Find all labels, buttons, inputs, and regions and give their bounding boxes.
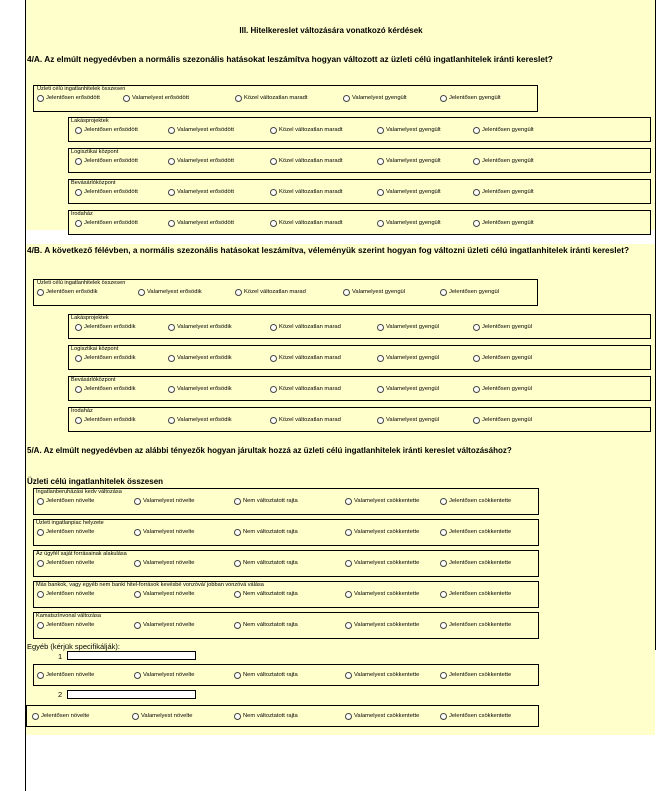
radio-circle-icon[interactable] [270, 127, 277, 134]
q4a-option-radio[interactable] [37, 94, 100, 103]
option-label: Jelentősen gyengül [449, 289, 499, 295]
q4b-option-radio[interactable] [75, 354, 136, 363]
radio-circle-icon[interactable] [377, 417, 384, 424]
radio-circle-icon[interactable] [37, 289, 44, 296]
radio-circle-icon[interactable] [234, 529, 241, 536]
radio-circle-icon[interactable] [168, 324, 175, 331]
option-label: Nem változtatott rajta [243, 591, 298, 597]
radio-circle-icon[interactable] [345, 591, 352, 598]
radio-circle-icon[interactable] [75, 355, 82, 362]
radio-circle-icon[interactable] [168, 355, 175, 362]
q4b-option-radio[interactable] [377, 323, 439, 332]
option-label: Valamelyest erősödik [177, 417, 232, 423]
option-label: Valamelyest növelte [143, 591, 195, 597]
q4b-option-radio[interactable] [235, 288, 306, 297]
option-label: Valamelyest növelte [141, 713, 193, 719]
option-label: Közel változatlan maradt [244, 95, 308, 101]
radio-circle-icon[interactable] [37, 672, 44, 679]
radio-circle-icon[interactable] [75, 386, 82, 393]
option-label: Jelentősen csökkentette [449, 713, 512, 719]
q4a-option-radio[interactable] [270, 219, 342, 228]
q4a-option-radio[interactable] [75, 126, 138, 135]
radio-circle-icon[interactable] [75, 417, 82, 424]
option-label: Valamelyest erősödik [177, 355, 232, 361]
option-label: Jelentősen erősödött [84, 127, 138, 133]
radio-circle-icon[interactable] [345, 560, 352, 567]
radio-circle-icon[interactable] [168, 417, 175, 424]
option-label: Jelentősen növelte [46, 591, 95, 597]
radio-circle-icon[interactable] [37, 95, 44, 102]
option-label: Jelentősen erősödött [84, 189, 138, 195]
q5a-option-radio[interactable] [345, 528, 419, 537]
other-2-input[interactable] [67, 690, 196, 699]
option-label: Valamelyest csökkentette [354, 622, 420, 628]
option-label: Valamelyest gyengült [386, 189, 441, 195]
q4b-option-radio[interactable] [270, 323, 341, 332]
option-label: Valamelyest erősödött [177, 189, 234, 195]
q5a-option-radio[interactable] [234, 671, 298, 680]
option-label: Valamelyest erősödött [177, 127, 234, 133]
q5a-option-radio[interactable] [134, 621, 194, 630]
q4a-group-label: Lakásprojektek [71, 118, 109, 124]
q5a-option-radio[interactable] [32, 712, 89, 721]
other-label: Egyéb (kérjük specifikálják): [27, 642, 120, 651]
q5a-group-label: Más bankok, vagy egyéb nem banki hitel-források kevésbé vonzóvá/ jobban vonzóvá válása [36, 582, 264, 588]
radio-circle-icon[interactable] [440, 95, 447, 102]
other-2-number: 2 [58, 690, 63, 699]
radio-circle-icon[interactable] [377, 386, 384, 393]
radio-circle-icon[interactable] [270, 220, 277, 227]
option-label: Valamelyest gyengül [352, 289, 406, 295]
q4a-heading: 4/A. Az elmúlt negyedévben a normális szezonális hatásokat leszámítva hogyan változott az üzleti célú ingatlanhitelek iránti kereslet? [27, 54, 553, 64]
q4b-option-radio[interactable] [473, 354, 532, 363]
radio-circle-icon[interactable] [345, 529, 352, 536]
q5a-option-radio[interactable] [134, 590, 194, 599]
option-label: Valamelyest gyengül [386, 386, 440, 392]
radio-circle-icon[interactable] [440, 713, 447, 720]
option-label: Valamelyest erősödött [132, 95, 189, 101]
radio-circle-icon[interactable] [134, 560, 141, 567]
q4b-option-radio[interactable] [440, 288, 499, 297]
option-label: Valamelyest gyengült [386, 127, 441, 133]
q5a-option-radio[interactable] [134, 497, 194, 506]
q4a-option-radio[interactable] [75, 188, 138, 197]
q4b-option-radio[interactable] [270, 354, 341, 363]
q4b-option-radio[interactable] [377, 416, 439, 425]
q4b-group-label: Üzleti célú ingatlanhitelek összesen [37, 280, 126, 286]
option-label: Jelentősen gyengül [482, 417, 532, 423]
option-label: Valamelyest gyengül [386, 417, 440, 423]
option-label: Jelentősen erősödött [84, 158, 138, 164]
option-label: Valamelyest növelte [143, 622, 195, 628]
q4a-group-label: Üzleti célú ingatlanhitelek összesen [37, 86, 126, 92]
option-label: Jelentősen erősödik [46, 289, 98, 295]
radio-circle-icon[interactable] [345, 622, 352, 629]
q4b-group-label: Irodaház [71, 408, 93, 414]
option-label: Jelentősen gyengült [482, 220, 534, 226]
q4a-option-radio[interactable] [377, 219, 441, 228]
option-label: Közel változatlan marad [279, 417, 341, 423]
option-label: Valamelyest erősödik [177, 324, 232, 330]
q4a-option-radio[interactable] [377, 157, 441, 166]
q4b-heading: 4/B. A következő félévben, a normális szezonális hatásokat leszámítva, véleményük szerint hogyan fog változni üzleti célú ingatlanhitelek iránti kereslet? [27, 245, 630, 255]
option-label: Nem változtatott rajta [243, 498, 298, 504]
q4b-option-radio[interactable] [37, 288, 98, 297]
radio-circle-icon[interactable] [345, 672, 352, 679]
radio-circle-icon[interactable] [440, 672, 447, 679]
radio-circle-icon[interactable] [473, 189, 480, 196]
radio-circle-icon[interactable] [37, 529, 44, 536]
q4a-option-radio[interactable] [343, 94, 407, 103]
q4b-group-label: Lakásprojektek [71, 315, 109, 321]
q4b-group-label: Bevásárlóközpont [71, 377, 116, 383]
radio-circle-icon[interactable] [377, 189, 384, 196]
q4b-group-box [68, 345, 651, 370]
q4b-option-radio[interactable] [473, 323, 532, 332]
radio-circle-icon[interactable] [234, 713, 241, 720]
option-label: Jelentősen csökkentette [449, 529, 512, 535]
radio-circle-icon[interactable] [343, 289, 350, 296]
q5a-option-radio[interactable] [234, 590, 298, 599]
q4b-option-radio[interactable] [377, 385, 439, 394]
radio-circle-icon[interactable] [377, 324, 384, 331]
q5a-option-radio[interactable] [37, 590, 94, 599]
q4b-option-radio[interactable] [270, 416, 341, 425]
q5a-option-radio[interactable] [440, 497, 511, 506]
q5a-group-label: Üzleti ingatlanpiac helyzete [36, 520, 104, 526]
q5a-option-radio[interactable] [37, 528, 94, 537]
q5a-group-label: Az ügyfél saját forrásainak alakulása [36, 551, 127, 557]
option-label: Jelentősen erősödik [84, 355, 136, 361]
radio-circle-icon[interactable] [473, 158, 480, 165]
radio-circle-icon[interactable] [37, 560, 44, 567]
option-label: Jelentősen gyengül [482, 324, 532, 330]
q4a-group-box [68, 210, 651, 235]
option-label: Nem változtatott rajta [243, 713, 298, 719]
option-label: Közel változatlan maradt [279, 220, 343, 226]
other-1-input[interactable] [67, 651, 196, 660]
q5a-option-radio[interactable] [440, 590, 511, 599]
radio-circle-icon[interactable] [270, 324, 277, 331]
radio-circle-icon[interactable] [234, 672, 241, 679]
radio-circle-icon[interactable] [234, 622, 241, 629]
q4b-option-radio[interactable] [75, 385, 136, 394]
option-label: Közel változatlan maradt [279, 158, 343, 164]
option-label: Közel változatlan marad [279, 386, 341, 392]
option-label: Jelentősen növelte [46, 622, 95, 628]
q4b-option-radio[interactable] [168, 354, 232, 363]
option-label: Valamelyest gyengült [352, 95, 407, 101]
radio-circle-icon[interactable] [123, 95, 130, 102]
q5a-option-radio[interactable] [134, 671, 194, 680]
radio-circle-icon[interactable] [377, 127, 384, 134]
q5a-option-radio[interactable] [345, 621, 419, 630]
radio-circle-icon[interactable] [377, 220, 384, 227]
q5a-option-radio[interactable] [440, 559, 511, 568]
radio-circle-icon[interactable] [37, 622, 44, 629]
radio-circle-icon[interactable] [440, 529, 447, 536]
q4b-option-radio[interactable] [75, 323, 136, 332]
option-label: Valamelyest gyengült [386, 158, 441, 164]
radio-circle-icon[interactable] [343, 95, 350, 102]
q4b-group-box [68, 314, 651, 339]
option-label: Jelentősen csökkentette [449, 560, 512, 566]
option-label: Valamelyest csökkentette [354, 498, 420, 504]
radio-circle-icon[interactable] [168, 386, 175, 393]
option-label: Valamelyest csökkentette [354, 529, 420, 535]
radio-circle-icon[interactable] [168, 158, 175, 165]
q5a-option-radio[interactable] [440, 671, 511, 680]
q4b-group-label: Logisztikai központ [71, 346, 119, 352]
radio-circle-icon[interactable] [345, 498, 352, 505]
option-label: Valamelyest csökkentette [354, 713, 420, 719]
q4b-option-radio[interactable] [473, 416, 532, 425]
radio-circle-icon[interactable] [37, 498, 44, 505]
q4a-option-radio[interactable] [377, 188, 441, 197]
option-label: Közel változatlan marad [244, 289, 306, 295]
q4a-option-radio[interactable] [270, 188, 342, 197]
q4a-option-radio[interactable] [235, 94, 307, 103]
q4b-option-radio[interactable] [270, 385, 341, 394]
option-label: Nem változtatott rajta [243, 529, 298, 535]
option-label: Jelentősen erősödik [84, 324, 136, 330]
option-label: Valamelyest csökkentette [354, 672, 420, 678]
q5a-option-radio[interactable] [134, 528, 194, 537]
option-label: Valamelyest növelte [143, 498, 195, 504]
radio-circle-icon[interactable] [440, 560, 447, 567]
q4a-option-radio[interactable] [440, 94, 501, 103]
q4a-group-label: Irodaház [71, 211, 93, 217]
q4a-option-radio[interactable] [123, 94, 189, 103]
radio-circle-icon[interactable] [270, 158, 277, 165]
option-label: Jelentősen erősödött [84, 220, 138, 226]
radio-circle-icon[interactable] [440, 622, 447, 629]
radio-circle-icon[interactable] [134, 591, 141, 598]
option-label: Közel változatlan marad [279, 355, 341, 361]
q5a-group-label: Kamatszínvonal változása [36, 613, 101, 619]
q4a-option-radio[interactable] [377, 126, 441, 135]
option-label: Valamelyest gyengül [386, 324, 440, 330]
radio-circle-icon[interactable] [440, 289, 447, 296]
radio-circle-icon[interactable] [75, 158, 82, 165]
q5a-group-label: Ingatlanberuházási kedv változása [36, 489, 122, 495]
radio-circle-icon[interactable] [134, 529, 141, 536]
radio-circle-icon[interactable] [270, 386, 277, 393]
q4a-group-box [68, 117, 651, 142]
radio-circle-icon[interactable] [235, 95, 242, 102]
q4a-option-radio[interactable] [473, 126, 534, 135]
q4b-option-radio[interactable] [343, 288, 405, 297]
option-label: Jelentősen gyengül [482, 386, 532, 392]
q5a-option-radio[interactable] [134, 559, 194, 568]
radio-circle-icon[interactable] [440, 498, 447, 505]
radio-circle-icon[interactable] [168, 220, 175, 227]
option-label: Jelentősen növelte [46, 498, 95, 504]
radio-circle-icon[interactable] [234, 591, 241, 598]
option-label: Nem változtatott rajta [243, 622, 298, 628]
radio-circle-icon[interactable] [234, 498, 241, 505]
option-label: Valamelyest növelte [143, 560, 195, 566]
q4a-option-radio[interactable] [168, 188, 234, 197]
radio-circle-icon[interactable] [168, 189, 175, 196]
option-label: Valamelyest erősödött [177, 220, 234, 226]
q4b-option-radio[interactable] [473, 385, 532, 394]
radio-circle-icon[interactable] [473, 417, 480, 424]
q4a-group-label: Bevásárlóközpont [71, 180, 116, 186]
option-label: Jelentősen csökkentette [449, 622, 512, 628]
q4b-option-radio[interactable] [377, 354, 439, 363]
q5a-option-radio[interactable] [132, 712, 192, 721]
q5a-option-radio[interactable] [234, 712, 298, 721]
q4a-group-label: Logisztikai központ [71, 149, 119, 155]
other-1-number: 1 [58, 652, 63, 661]
option-label: Valamelyest csökkentette [354, 560, 420, 566]
q5a-heading: 5/A. Az elmúlt negyedévben az alábbi tényezők hogyan járultak hozzá az üzleti célú ingatlanhitelek iránti kereslet változásához? [27, 446, 512, 455]
option-label: Jelentősen gyengült [482, 127, 534, 133]
option-label: Valamelyest erősödött [177, 158, 234, 164]
option-label: Jelentősen gyengült [449, 95, 501, 101]
radio-circle-icon[interactable] [235, 289, 242, 296]
q4a-option-radio[interactable] [168, 219, 234, 228]
radio-circle-icon[interactable] [132, 713, 139, 720]
option-label: Jelentősen csökkentette [449, 498, 512, 504]
q5a-option-radio[interactable] [345, 671, 419, 680]
q4a-option-radio[interactable] [168, 157, 234, 166]
option-label: Jelentősen növelte [41, 713, 90, 719]
q4b-option-radio[interactable] [168, 416, 232, 425]
radio-circle-icon[interactable] [234, 560, 241, 567]
radio-circle-icon[interactable] [473, 220, 480, 227]
q5a-option-radio[interactable] [37, 621, 94, 630]
radio-circle-icon[interactable] [134, 672, 141, 679]
q4a-option-radio[interactable] [270, 157, 342, 166]
radio-circle-icon[interactable] [473, 324, 480, 331]
q5a-option-radio[interactable] [37, 497, 94, 506]
radio-circle-icon[interactable] [473, 127, 480, 134]
radio-circle-icon[interactable] [473, 355, 480, 362]
q4a-option-radio[interactable] [75, 219, 138, 228]
q4b-option-radio[interactable] [75, 416, 136, 425]
radio-circle-icon[interactable] [270, 189, 277, 196]
q4a-option-radio[interactable] [75, 157, 138, 166]
q5a-subheading: Üzleti célú ingatlanhitelek összesen [27, 477, 164, 486]
radio-circle-icon[interactable] [168, 127, 175, 134]
section-title: III. Hitelkereslet változására vonatkozó kérdések [239, 26, 423, 35]
option-label: Jelentősen növelte [46, 529, 95, 535]
option-label: Jelentősen erősödik [84, 417, 136, 423]
radio-circle-icon[interactable] [270, 355, 277, 362]
q5a-option-radio[interactable] [345, 559, 419, 568]
radio-circle-icon[interactable] [270, 417, 277, 424]
top-band [26, 0, 655, 48]
option-label: Jelentősen erősödött [46, 95, 100, 101]
q4a-group-box [68, 148, 651, 173]
q4b-option-radio[interactable] [168, 323, 232, 332]
option-label: Jelentősen csökkentette [449, 672, 512, 678]
radio-circle-icon[interactable] [75, 220, 82, 227]
q5a-option-radio[interactable] [440, 712, 511, 721]
q4a-option-radio[interactable] [270, 126, 342, 135]
option-label: Jelentősen erősödik [84, 386, 136, 392]
option-label: Valamelyest gyengült [386, 220, 441, 226]
q4b-option-radio[interactable] [138, 288, 202, 297]
option-label: Nem változtatott rajta [243, 560, 298, 566]
option-label: Jelentősen csökkentette [449, 591, 512, 597]
q5a-option-radio[interactable] [37, 559, 94, 568]
q4b-group-box [68, 376, 651, 401]
radio-circle-icon[interactable] [345, 713, 352, 720]
option-label: Valamelyest növelte [143, 529, 195, 535]
option-label: Jelentősen gyengült [482, 158, 534, 164]
radio-circle-icon[interactable] [134, 498, 141, 505]
radio-circle-icon[interactable] [75, 189, 82, 196]
option-label: Valamelyest növelte [143, 672, 195, 678]
q4a-option-radio[interactable] [473, 219, 534, 228]
radio-circle-icon[interactable] [138, 289, 145, 296]
q5a-option-radio[interactable] [234, 497, 298, 506]
option-label: Közel változatlan marad [279, 324, 341, 330]
radio-circle-icon[interactable] [75, 324, 82, 331]
radio-circle-icon[interactable] [377, 158, 384, 165]
option-label: Közel változatlan maradt [279, 127, 343, 133]
radio-circle-icon[interactable] [32, 713, 39, 720]
option-label: Jelentősen gyengül [482, 355, 532, 361]
q5a-option-radio[interactable] [440, 528, 511, 537]
option-label: Valamelyest csökkentette [354, 591, 420, 597]
q4b-option-radio[interactable] [168, 385, 232, 394]
radio-circle-icon[interactable] [134, 622, 141, 629]
radio-circle-icon[interactable] [440, 591, 447, 598]
option-label: Jelentősen gyengült [482, 189, 534, 195]
option-label: Jelentősen növelte [46, 672, 95, 678]
q5a-option-radio[interactable] [345, 712, 419, 721]
option-label: Közel változatlan maradt [279, 189, 343, 195]
q4a-option-radio[interactable] [473, 188, 534, 197]
q5a-option-radio[interactable] [440, 621, 511, 630]
q5a-option-radio[interactable] [37, 671, 94, 680]
q5a-option-radio[interactable] [345, 590, 419, 599]
option-label: Valamelyest erősödik [177, 386, 232, 392]
q4a-group-box [68, 179, 651, 204]
option-label: Valamelyest gyengül [386, 355, 440, 361]
radio-circle-icon[interactable] [37, 591, 44, 598]
option-label: Jelentősen növelte [46, 560, 95, 566]
q4a-option-radio[interactable] [473, 157, 534, 166]
q5a-option-radio[interactable] [345, 497, 419, 506]
q5a-option-radio[interactable] [234, 528, 298, 537]
q5a-option-radio[interactable] [234, 559, 298, 568]
radio-circle-icon[interactable] [473, 386, 480, 393]
q5a-option-radio[interactable] [234, 621, 298, 630]
q4b-group-box [68, 407, 651, 432]
option-label: Nem változtatott rajta [243, 672, 298, 678]
option-label: Valamelyest erősödik [147, 289, 202, 295]
page-right-border [655, 0, 656, 650]
q4a-option-radio[interactable] [168, 126, 234, 135]
radio-circle-icon[interactable] [377, 355, 384, 362]
radio-circle-icon[interactable] [75, 127, 82, 134]
